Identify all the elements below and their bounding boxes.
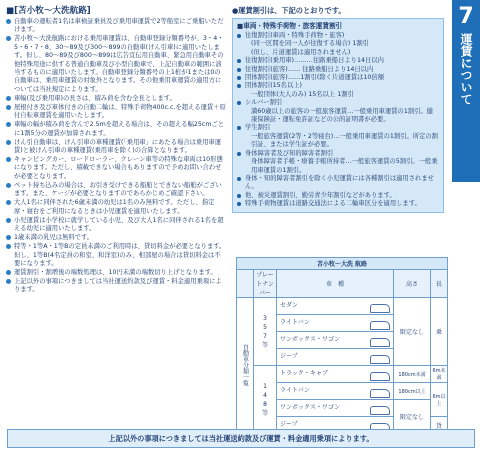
rule-text: 車幅の幅が積み荷を含んで2.5mを超える場合は、その超える幅25cmごとに1割5分の運賃が加算されます。 — [14, 121, 225, 137]
height-180-over: 180cm以上 — [394, 383, 431, 400]
list-item — [6, 217, 226, 234]
car-icon — [370, 304, 390, 313]
discount-title: 往復割引(旅客)…… 往路乗船日より14日以内 — [245, 65, 374, 73]
list-item — [6, 104, 226, 121]
bullet-icon — [6, 218, 11, 223]
discount-intro: ●運賃割引は、下記のとおりです。 — [232, 6, 346, 15]
left-column — [6, 6, 226, 295]
discount-item — [237, 66, 439, 74]
discount-item — [237, 99, 439, 124]
discount-box — [232, 18, 444, 213]
group-label: 自動車分類一覧 — [241, 343, 249, 386]
bullet-icon — [6, 105, 11, 110]
vehicle-type: ライトバン — [280, 386, 310, 394]
vehicle-type: ジープ — [280, 420, 298, 428]
bullet-icon — [237, 59, 241, 63]
bullet-icon — [237, 101, 241, 105]
discount-detail: 身体障害者手帳・療養手帳所持者…一般旅客運賃の5割引。一般乗用車運賃の1割引。 — [251, 158, 438, 174]
rule-text: けん引自動車は、けん引車の車種運賃(「乗用車」にあたる場合は乗用車運賃)と被けん引車の車種運賃(乗用車を除く)の合算となります。 — [14, 138, 222, 155]
list-item — [6, 95, 226, 103]
right-column — [232, 6, 444, 213]
list-item — [6, 199, 226, 216]
bullet-icon — [6, 235, 11, 240]
plate-8: 8 — [263, 400, 267, 408]
rule-text: 屋根付き及び車体付きの自動二輪は、特殊手荷物400c.c.を超える運賃＋原付自転車運賃を適用いたします。 — [14, 103, 226, 120]
list-item — [6, 139, 226, 156]
footer-note: 上記以外の事項につきましては当社運送約款及び運賃・料金適用乗項によります。 — [7, 429, 475, 448]
plate-7: 7 — [263, 332, 267, 340]
plate-4: 4 — [263, 391, 267, 399]
vehicle-class-table — [236, 257, 448, 434]
discount-detail: 一般旅客運賃(2等・2等寝台)…一般乗用車運賃の1割引。所定の割引証、または学生証が必要。 — [251, 132, 438, 149]
table-row — [277, 298, 394, 315]
list-item — [6, 18, 226, 35]
discount-item — [237, 124, 439, 149]
bullet-icon — [237, 152, 241, 156]
rule-text: キャンピングカー、ロードローラー、クレーン車等の特殊な車両は10形態になります。ただし、積載できない場合もありますので予めお問い合わせが必要となります。 — [14, 156, 223, 180]
header-group — [237, 270, 254, 298]
bullet-icon — [6, 200, 11, 205]
rule-text: 車幅(及び乗用車)の長さは、積み荷を含む全長とします。 — [14, 94, 176, 102]
discount-item — [237, 150, 439, 175]
plate-3: 3 — [263, 314, 267, 322]
discount-title: 他、被災運賃割引、勤労青少年割引などがあります。 — [245, 191, 396, 199]
bullet-icon — [237, 76, 241, 80]
rule-text: 上記以外の事項につきましては当社運送約款及び運賃・料金適用乗項によります。 — [14, 277, 222, 294]
rule-text: 1歳未満の乳児は無料です。 — [14, 234, 94, 242]
plate-etc1: 等 — [261, 341, 268, 349]
car-icon — [370, 338, 390, 347]
table-row — [277, 400, 394, 417]
bullet-icon — [6, 36, 11, 41]
length-6m-under: 6m未満 — [431, 366, 448, 383]
discount-list — [237, 32, 439, 209]
bullet-icon — [6, 244, 11, 249]
bullet-icon — [6, 183, 11, 188]
rule-text: 大人1名に同伴された6歳未満の幼児は1名のみ無料です。ただし、指定席・寝台をご利用になるときは小児運賃を適用いたします。 — [14, 199, 215, 215]
discount-title: 団体割引(15名以上) — [245, 82, 303, 90]
car-icon — [370, 406, 390, 415]
vehicle-type: セダン — [280, 301, 299, 309]
discount-box-title: ■車両・特殊手荷物・旅客運賃割引 — [237, 22, 343, 30]
discount-item — [237, 200, 439, 208]
list-item — [6, 121, 226, 138]
discount-item — [237, 175, 439, 192]
rules-list — [6, 18, 226, 295]
discount-title: 身体・知的障害者割引を除く小児運賃には各種割引は適用されません。 — [245, 174, 434, 191]
discount-detail: (但し、片道運賃は適用されません) — [251, 48, 351, 56]
header-plate: プレートナンバー — [254, 270, 277, 298]
bullet-icon — [237, 177, 241, 181]
plate-etc2: 等 — [261, 409, 268, 417]
height-180-under: 180cm未満 — [394, 366, 431, 383]
bullet-icon — [237, 194, 241, 198]
discount-item — [237, 32, 439, 57]
bullet-icon — [6, 270, 11, 275]
plate-group2 — [254, 366, 277, 434]
length-group1: 乗 — [431, 298, 448, 366]
section-title-route: ■[苫小牧～大洗航路] — [6, 6, 91, 16]
bullet-icon — [6, 122, 11, 127]
discount-detail: 満60歳以上の旅客の一般旅客運賃…一般乗用車運賃の1割引。健康保険証・運転免許証などの公的証明書が必要。 — [251, 107, 434, 124]
discount-title: 往復割引(乗用車)………往路乗船日より14日以内 — [245, 57, 384, 65]
discount-title: 学生割引 — [245, 124, 271, 132]
length-6m-over: 6m以上 — [431, 383, 448, 417]
rule-text: 特等・1等A・1等Bの定員未満のご利用時は、貸切料金が必要となります。但し、1等B(4名定員の和室、和洋室)のみ、相部屋の場合は貸切料金は不要になります。 — [14, 243, 226, 267]
car-icon — [370, 355, 390, 364]
discount-detail: 一般団体(大人のみ) 15名以上 1割引 — [251, 90, 354, 98]
discount-title: シルバー割引 — [245, 99, 283, 107]
bullet-icon — [6, 279, 11, 284]
bullet-icon — [237, 126, 241, 130]
discount-item — [237, 82, 439, 99]
rule-text: 苫小牧～大洗航路における乗用車運賃は、自動車登録分類番号が、3・4・5・6・7・8、30～89及び300～899の自動車(けん引車)に適用いたします。但し、80～89及び800～899は広告宣伝用自動車、緊急用自動車その他特殊用途に供する普通自動車及び小型自動車で、上記自動車の範囲に該当するものに適用いたします。自動車登録分類番号の上1桁が1または0の自動車は、乗用車運賃の対象外となります。その他乗用車運賃の適用方については当社規定によります。 — [14, 35, 224, 93]
vehicle-type: トラック・キャブ — [280, 369, 328, 377]
table-row — [277, 366, 394, 383]
vehicle-type: ワンボックス・ワゴン — [280, 335, 340, 343]
vehicle-type: ライトバン — [280, 318, 310, 326]
bullet-icon — [6, 157, 11, 162]
list-item — [6, 278, 226, 295]
discount-title: 団体割引(旅客)……1割引(除く片道運賃は10倍額 — [245, 74, 385, 82]
group-label-cell — [237, 298, 254, 434]
rule-text: 小児運賃は小学校に就学している小児、及び大人1名に同伴される1名を超える幼児に適用いたします。 — [14, 216, 224, 233]
list-item — [6, 243, 226, 268]
bullet-icon — [237, 202, 241, 206]
discount-title: 往復割引(車両・特殊手荷物・旅客) — [245, 32, 345, 39]
plate-5: 5 — [263, 323, 267, 331]
list-item — [6, 182, 226, 199]
plate-group1 — [254, 298, 277, 366]
plate-1: 1 — [263, 382, 267, 390]
list-item — [6, 35, 226, 94]
bullet-icon — [237, 84, 241, 88]
length-freight: 貨 — [431, 417, 448, 434]
discount-detail: (同一区間を同一人が往復する場合) 1割引 — [251, 40, 369, 48]
table-row — [277, 332, 394, 349]
rule-text: ペット持ち込みの場合は、お引き受けできる船舶とできない船舶がございます。また、ケージが必要となりますのであらかじめご確認下さい。 — [14, 181, 222, 198]
truck-icon — [370, 372, 390, 381]
vehicle-type: ジープ — [280, 352, 298, 360]
car-icon — [370, 389, 390, 398]
chapter-number: 7 — [458, 4, 474, 29]
rule-text: 自動車の運転者1名は車検証乗員及び乗用車運賃で2等船室にご乗船いただけます。 — [14, 18, 224, 34]
chapter-tab — [452, 0, 480, 182]
table-row — [277, 349, 394, 366]
vehicle-type: ワンボックス・ワゴン — [280, 403, 340, 411]
car-icon — [370, 321, 390, 330]
chapter-label: 運賃について — [459, 33, 473, 105]
table-caption: 苫小牧～大洗 航路 — [237, 258, 448, 270]
bullet-icon — [237, 34, 241, 38]
table-row — [277, 315, 394, 332]
header-length: 長 — [431, 270, 448, 298]
list-item — [6, 156, 226, 181]
discount-title: 特殊手荷物運賃は道路交通法による二輪車区分を適用します。 — [245, 200, 421, 208]
list-item — [6, 269, 226, 277]
bullet-icon — [6, 140, 11, 145]
discount-item — [237, 192, 439, 200]
rule-text: 運賃割引・割増後の端数処理は、10円未満の端数切り上げとなります。 — [14, 268, 217, 276]
discount-item — [237, 57, 439, 65]
bullet-icon — [237, 68, 241, 72]
header-type: 車 種 — [277, 270, 394, 298]
bullet-icon — [6, 19, 11, 24]
bullet-icon — [6, 96, 11, 101]
height-group1: 限定なし — [394, 298, 431, 366]
discount-title: 身体障害者及び知的障害者割引 — [245, 149, 334, 157]
header-height: 高さ — [394, 270, 431, 298]
height-group2: 限定なし — [394, 400, 431, 434]
table-row — [277, 383, 394, 400]
list-item — [6, 234, 226, 242]
